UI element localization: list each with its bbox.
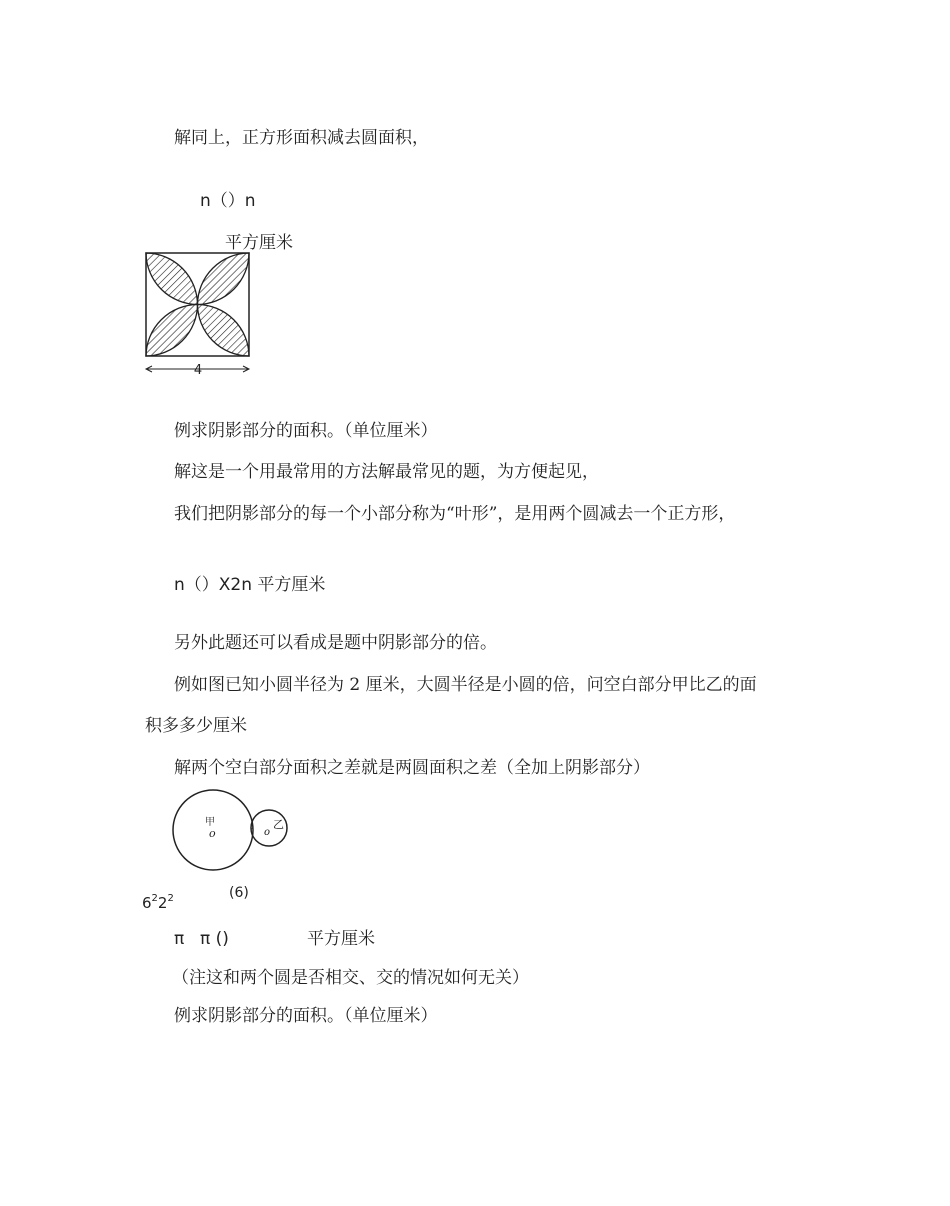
leaf-bottom-right [198, 305, 250, 357]
unit-label-2: 平方厘米 [307, 929, 375, 949]
label-o-small: o [264, 827, 271, 838]
leaf-top-right [198, 253, 250, 305]
text-line-4: 例求阴影部分的面积。（单位厘米） [174, 421, 438, 441]
dimension-label: 4 [193, 363, 203, 378]
text-line-11: 解两个空白部分面积之差就是两圆面积之差（全加上阴影部分） [174, 758, 650, 778]
text-line-6: 我们把阴影部分的每一个小部分称为“叶形”，是用两个圆减去一个正方形， [174, 504, 736, 524]
pi-a: π [174, 929, 185, 949]
leaf-top-left [146, 253, 198, 305]
formula-line-2: n（）X2n 平方厘米 [174, 575, 326, 595]
figure-caption: (6) [229, 885, 249, 901]
label-o-big: o [209, 827, 216, 840]
unit-label-1: 平方厘米 [225, 233, 293, 253]
four-leaf-figure [138, 248, 258, 388]
text-line-14: 例求阴影部分的面积。（单位厘米） [174, 1006, 438, 1026]
text-line-5: 解这是一个用最常用的方法解最常见的题，为方便起见， [174, 462, 599, 482]
formula-powers: $6^22^2$ [142, 893, 174, 912]
label-jia: 甲 [205, 817, 215, 828]
label-yi: 乙 [273, 818, 284, 831]
text-line-8: 另外此题还可以看成是题中阴影部分的倍。 [174, 633, 497, 653]
two-circles-figure [165, 785, 305, 910]
text-line-13: （注这和两个圆是否相交、交的情况如何无关） [172, 968, 529, 988]
text-line-9: 例如图已知小圆半径为 2 厘米，大圆半径是小圆的倍，问空白部分甲比乙的面 [174, 675, 757, 695]
text-line-10: 积多多少厘米 [145, 716, 247, 736]
formula-line-1: n（）n [200, 191, 256, 211]
text-line-1: 解同上，正方形面积减去圆面积， [174, 128, 429, 148]
pi-b: π () [200, 929, 229, 949]
leaf-bottom-left [146, 305, 198, 357]
